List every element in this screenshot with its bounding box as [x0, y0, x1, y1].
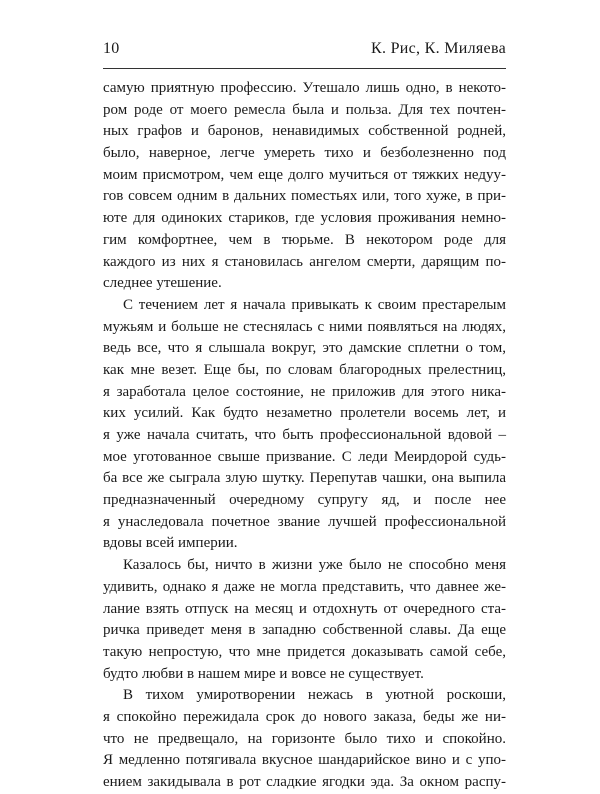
text-line: Казалось бы, ничто в жизни уже было не способно меня [123, 557, 506, 574]
text-line: каждого из них я становилась ангелом смерти, дарящим по- [103, 253, 506, 270]
text-line: ром роде от моего ремесла была и польза. Для тех почтен- [103, 101, 506, 118]
text-line: мое уготованное свыше призвание. С леди Меирдорой судь- [103, 448, 506, 465]
header-rule [103, 68, 506, 69]
text-line: удивить, однако я даже не могла представить, что давнее же- [103, 578, 506, 595]
text-line: юте для одиноких стариков, где условия проживания немно- [103, 210, 506, 227]
text-line: что не предвещало, на горизонте было тихо и спокойно. [103, 730, 506, 747]
text-line: я уже начала считать, что быть профессиональной вдовой – [103, 427, 506, 443]
text-line: Я медленно потягивала вкусное шандарийское вино и с упо- [103, 752, 506, 769]
text-line: ением закидывала в рот сладкие ягодки эда. За окном распу- [103, 774, 506, 790]
text-line: такую непростую, что мне придется доказывать самой себе, [103, 643, 506, 660]
text-line: я спокойно пережидала срок до нового заказа, беды же ни- [103, 708, 506, 725]
text-line: самую приятную профессию. Утешало лишь одно, в некото- [103, 80, 506, 96]
text-line: гим комфортнее, чем в тюрьме. В некотором роде для [103, 231, 506, 248]
body-text [103, 78, 506, 794]
text-line: лание взять отпуск на месяц и отдохнуть от очередного ста- [103, 600, 506, 617]
text-line: как мне везет. Еще бы, по словам благородных прелестниц, [103, 361, 506, 378]
text-line: ных графов и баронов, ненавидимых собственной родней, [103, 123, 506, 140]
text-line: гов совсем одним в дальних поместьях или, того хуже, в при- [103, 188, 506, 205]
page-number: 10 [103, 40, 120, 57]
text-line: следнее утешение. [103, 275, 222, 292]
text-line: ких усилий. Как будто незаметно пролетели восемь лет, и [103, 405, 506, 422]
text-line: ведь все, что я слышала вокруг, это дамские сплетни о том, [103, 340, 506, 357]
text-line: предназначенный очередному супругу яд, и после нее [103, 492, 506, 509]
text-line: я унаследовала почетное звание лучшей профессиональной [103, 513, 506, 530]
running-head: К. Рис, К. Миляева [371, 40, 506, 57]
text-line: ричка приведет меня в западню собственной славы. Да еще [103, 622, 506, 639]
text-line: С течением лет я начала привыкать к своим престарелым [123, 296, 506, 313]
text-line: будто любви в нашем мире и вовсе не существует. [103, 665, 424, 682]
text-line: я заработала целое состояние, не приложив для этого ника- [103, 383, 506, 400]
text-line: моим присмотром, чем еще долго мучиться от тяжких недуу- [103, 166, 506, 183]
text-line: вдовы всей империи. [103, 535, 238, 552]
text-line: было, наверное, легче умереть тихо и безболезненно под [103, 145, 506, 162]
text-line: ба все же сыграла злую шутку. Перепутав чашки, она выпила [103, 470, 506, 487]
page-header [103, 40, 506, 64]
text-line: В тихом умиротворении нежась в уютной роскоши, [123, 687, 506, 704]
text-line: мужьям и больше не стеснялась с ними появляться на людях, [103, 318, 506, 335]
